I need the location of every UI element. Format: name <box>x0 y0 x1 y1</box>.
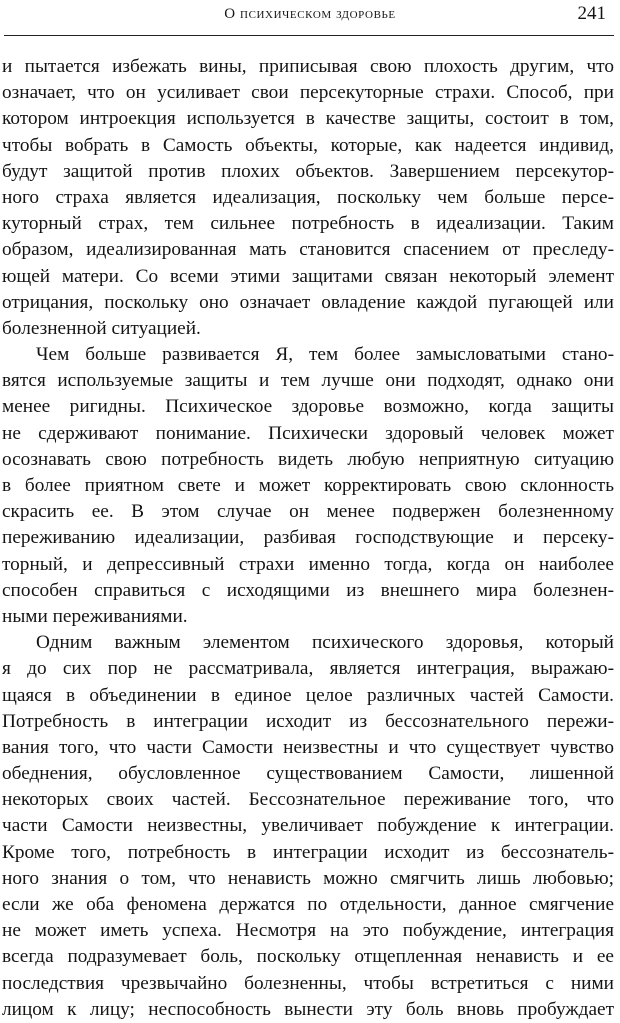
text-line: чтобы вобрать в Самость объекты, которые, как надеется индивид, <box>2 134 614 156</box>
text-line: в более приятном свете и может корректировать свою склонность <box>2 475 614 496</box>
text-line: осознавать свою потребность видеть любую неприятную ситуацию <box>2 448 614 470</box>
text-line: части Самости неизвестны, увеличивает побуждение к интеграции. <box>2 815 614 837</box>
text-line: последствия чрезвычайно болезненны, чтобы встретиться с ними <box>2 972 614 994</box>
text-line: ющей матери. Со всеми этими защитами связан некоторый элемент <box>2 265 614 287</box>
header-rule <box>4 35 614 36</box>
text-line: не может иметь успеха. Несмотря на это побуждение, интеграция <box>2 920 614 942</box>
text-line: некоторых своих частей. Бессознательное переживание того, что <box>2 789 614 811</box>
running-header <box>0 0 620 40</box>
text-line: менее ригидны. Психическое здоровье возможно, когда защиты <box>2 396 614 418</box>
text-line: всегда подразумевает боль, поскольку отщепленная ненависть и ее <box>2 946 614 968</box>
page-number: 241 <box>577 3 606 24</box>
paragraph-first-line: Одним важным элементом психического здоровья, который <box>36 632 614 654</box>
text-line: торный, и депрессивный страхи именно тогда, когда он наиболее <box>2 553 614 575</box>
text-line: способен справиться с исходящими из внешнего мира болезнен- <box>2 579 614 601</box>
text-line: Кроме того, потребность в интеграции исходит из бессознатель- <box>2 841 614 863</box>
text-line: будут защитой против плохих объектов. Завершением персекутор- <box>2 160 614 182</box>
paragraph-end-line: болезненной ситуацией. <box>2 317 201 339</box>
paragraph-end-line: ными переживаниями. <box>2 605 188 627</box>
text-line: вятся используемые защиты и тем лучше они подходят, однако они <box>2 370 614 392</box>
paragraph-first-line: Чем больше развивается Я, тем более замысловатыми стано- <box>36 344 614 366</box>
text-line: переживанию идеализации, разбивая господствующие и персеку- <box>2 527 614 549</box>
text-line: ного знания о том, что ненависть можно смягчить лишь любовью; <box>2 867 614 889</box>
text-line: скрасить ее. В этом случае он менее подвержен болезненному <box>2 501 614 523</box>
text-line: и пытается избежать вины, приписывая свою плохость другим, что <box>2 56 614 77</box>
text-line: означает, что он усиливает свои персекуторные страхи. Способ, при <box>2 82 614 104</box>
text-line: куторный страх, тем сильнее потребность в идеализации. Таким <box>2 213 614 235</box>
text-line: я до сих пор не рассматривала, является интеграция, выражаю- <box>2 658 614 680</box>
text-line: отрицания, поскольку оно означает овладение каждой пугающей или <box>2 291 614 313</box>
text-line: щаяся в объединении в единое целое различных частей Самости. <box>2 684 614 706</box>
text-line: лицом к лицу; неспособность вынести эту боль вновь пробуждает <box>2 998 614 1020</box>
text-line: образом, идеализированная мать становится спасением от преследу- <box>2 239 614 261</box>
text-line: обеднения, обусловленное существованием Самости, лишенной <box>2 763 614 785</box>
text-line: котором интроекция используется в качестве защиты, состоит в том, <box>2 108 614 130</box>
text-line: Потребность в интеграции исходит из бессознательного пережи- <box>2 710 614 732</box>
text-line: если же оба феномена держатся по отдельности, данное смягчение <box>2 894 614 915</box>
text-line: не сдерживают понимание. Психически здоровый человек может <box>2 422 614 444</box>
body-text <box>2 54 614 1023</box>
running-title: О психическом здоровье <box>224 6 396 22</box>
text-line: вания того, что части Самости неизвестны и что существует чувство <box>2 736 614 758</box>
text-line: ного страха является идеализация, поскольку чем больше персе- <box>2 186 614 208</box>
